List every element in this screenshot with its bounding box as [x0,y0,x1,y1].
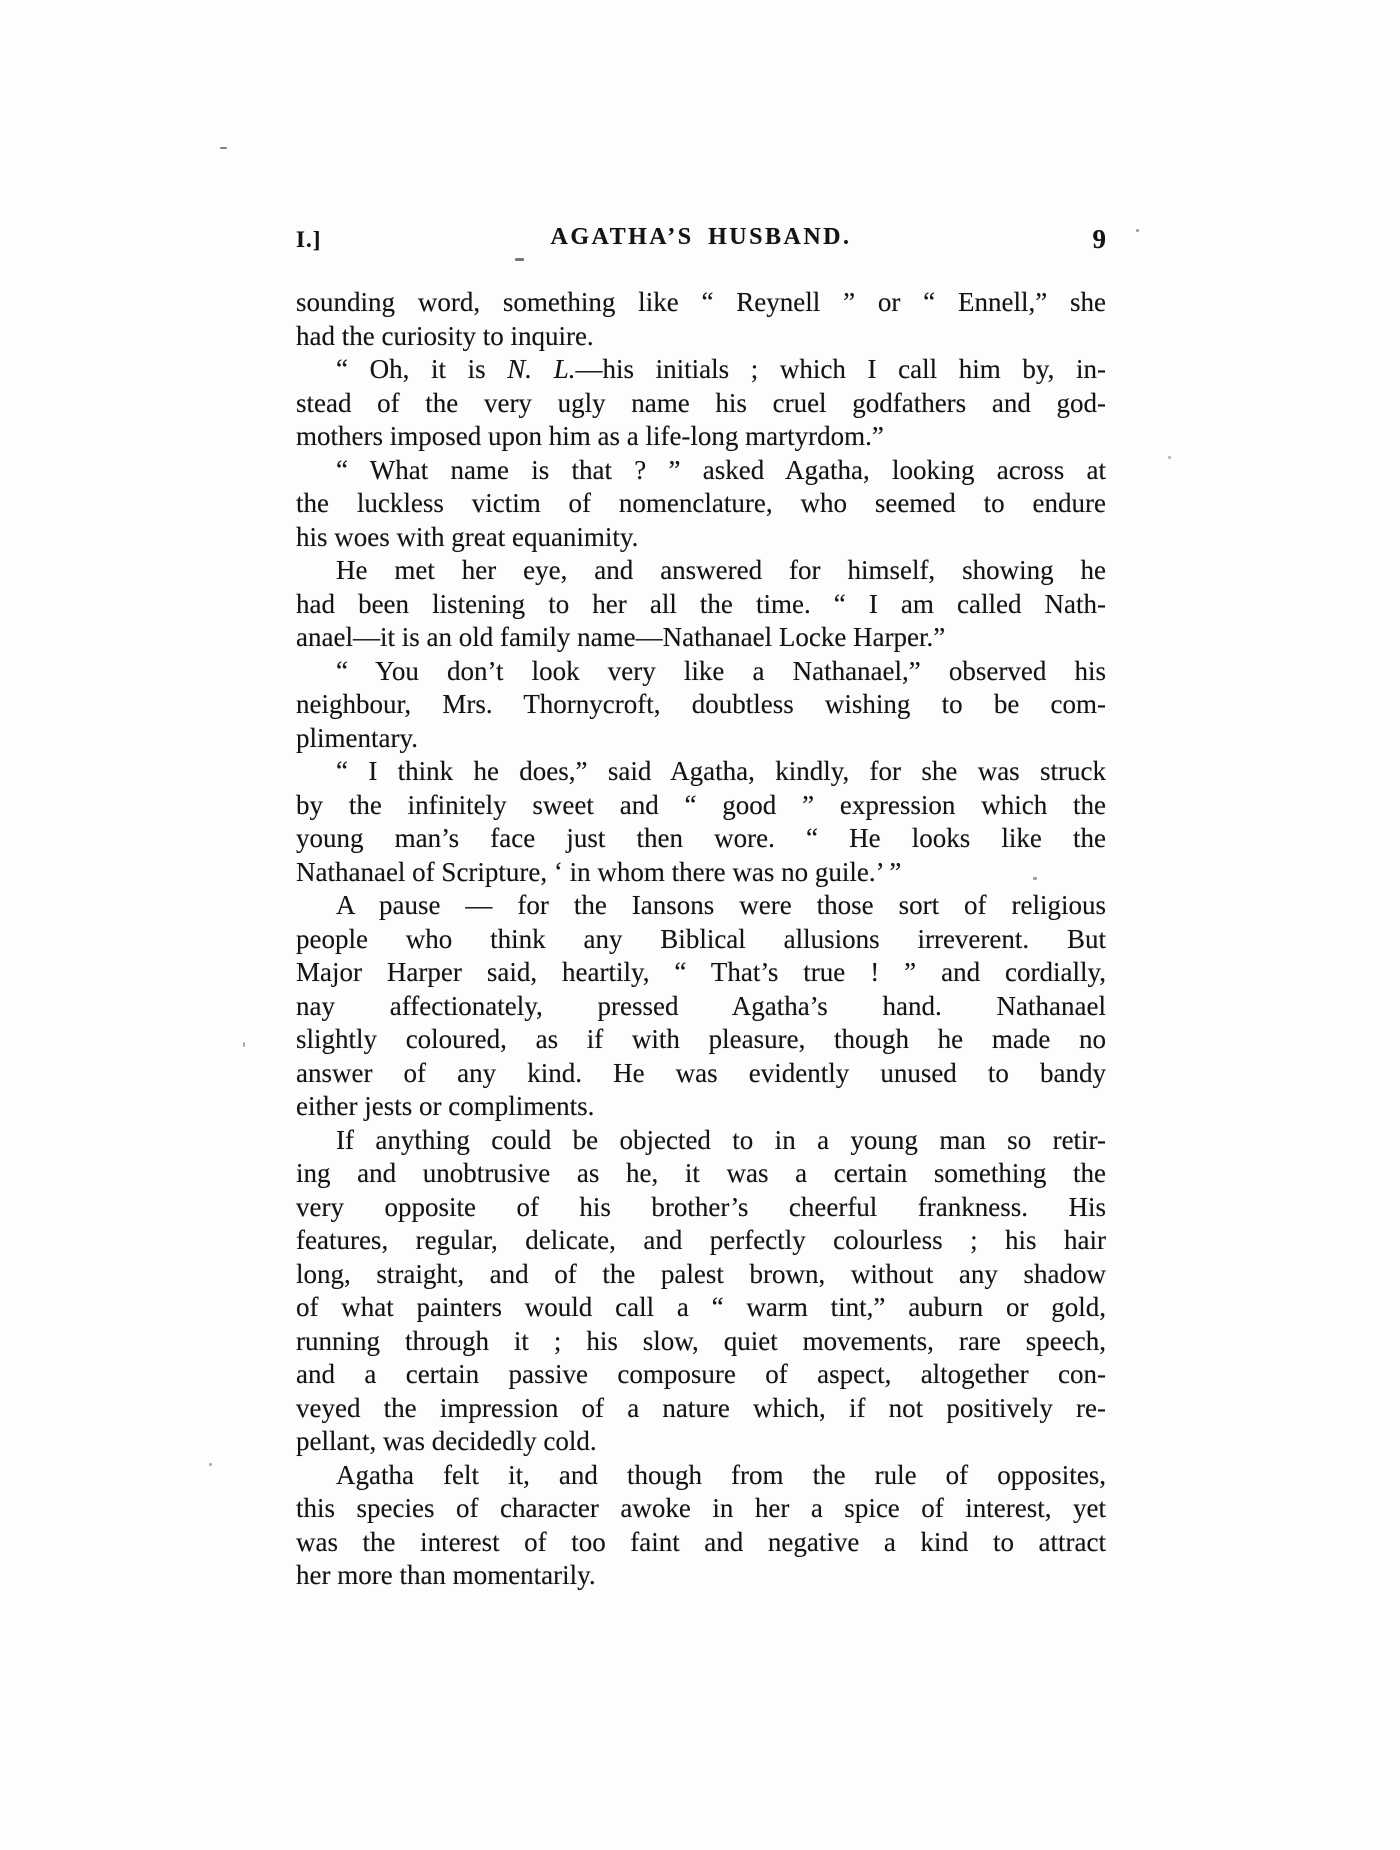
text-line [296,1224,1106,1258]
text-segment: his woes with great equanimity. [296,521,639,552]
text-segment: was the interest of too faint and negative a kind to attract [296,1526,1106,1557]
italic-text: N. L. [507,354,576,384]
text-segment: plimentary. [296,722,418,753]
text-line [296,1157,1106,1191]
scan-artifact [1136,229,1139,232]
text-segment: people who think any Biblical allusions irreverent. But [296,923,1106,954]
text-segment: He met her eye, and answered for himself, showing he [336,555,1106,585]
paragraph [296,755,1106,889]
paragraph [296,286,1106,353]
text-segment: mothers imposed upon him as a life-long martyrdom.” [296,421,884,451]
text-line [296,320,1106,354]
text-line [296,1392,1106,1426]
text-line [296,688,1106,722]
paragraph [296,1124,1106,1459]
text-segment: “ I think he does,” said Agatha, kindly, for she was struck [336,756,1106,786]
text-segment: “ What name is that ? ” asked Agatha, looking across at [336,454,1106,485]
text-segment: —his initials ; which I call him by, in- [575,354,1107,384]
text-segment: long, straight, and of the palest brown, without any shadow [296,1258,1106,1289]
text-line [296,487,1106,521]
text-line [296,1526,1106,1560]
text-segment: “ Oh, it is [336,354,508,384]
text-line [296,1191,1106,1225]
paragraph [296,1459,1106,1593]
text-line [296,420,1106,454]
chapter-marker: I.] [296,227,322,252]
text-line [296,1291,1106,1325]
text-segment: stead of the very ugly name his cruel godfathers and god- [296,387,1106,418]
text-line [296,856,1106,890]
text-segment: of what painters would call a “ warm tint,” auburn or gold, [296,1292,1106,1322]
text-line [296,621,1106,655]
text-line [296,655,1106,689]
running-title: AGATHA’S HUSBAND. [550,224,852,250]
text-line [296,521,1106,555]
text-segment: features, regular, delicate, and perfectly colourless ; his hair [296,1225,1106,1255]
page-number: 9 [1092,224,1106,254]
paragraph [296,454,1106,555]
text-segment: had been listening to her all the time. “ I am called Nath- [296,588,1106,619]
text-line [296,923,1106,957]
text-segment: Agatha felt it, and though from the rule of opposites, [336,1459,1106,1490]
text-line [296,554,1106,588]
scan-artifact [243,1042,245,1047]
text-segment: either jests or compliments. [296,1091,595,1121]
text-line [296,722,1106,756]
text-segment: Major Harper said, heartily, “ That’s true ! ” and cordially, [296,957,1106,987]
text-line [296,1492,1106,1526]
scan-artifact [1168,456,1171,459]
text-line [296,755,1106,789]
text-line [296,956,1106,990]
text-segment: and a certain passive composure of aspect, altogether con- [296,1359,1106,1389]
text-segment: If anything could be objected to in a young man so retir- [336,1124,1106,1155]
text-segment: by the infinitely sweet and “ good ” expression which the [296,789,1106,820]
text-line [296,1358,1106,1392]
text-segment: veyed the impression of a nature which, if not positively re- [296,1392,1106,1423]
text-line [296,1559,1106,1593]
text-line [296,286,1106,320]
text-segment: had the curiosity to inquire. [296,320,594,351]
text-line [296,1057,1106,1091]
text-segment: the luckless victim of nomenclature, who seemed to endure [296,488,1106,518]
text-segment: sounding word, something like “ Reynell ” or “ Ennell,” she [296,287,1106,317]
text-segment: answer of any kind. He was evidently unused to bandy [296,1057,1106,1088]
text-line [296,1325,1106,1359]
text-line [296,387,1106,421]
text-segment: her more than momentarily. [296,1560,596,1590]
paragraph [296,353,1106,454]
text-line [296,889,1106,923]
text-segment: this species of character awoke in her a spice of interest, yet [296,1493,1106,1523]
text-line [296,1124,1106,1158]
paragraph [296,889,1106,1124]
text-line [296,789,1106,823]
text-line [296,454,1106,488]
text-line [296,1090,1106,1124]
text-line [296,1023,1106,1057]
text-segment: “ You don’t look very like a Nathanael,” observed his [336,655,1106,686]
text-segment: young man’s face just then wore. “ He looks like the [296,823,1106,853]
text-segment: pellant, was decidedly cold. [296,1426,597,1456]
running-header [296,224,1106,258]
text-segment: running through it ; his slow, quiet movements, rare speech, [296,1325,1106,1356]
text-line [296,1258,1106,1292]
text-segment: nay affectionately, pressed Agatha’s hand. Nathanael [296,990,1106,1021]
text-line [296,588,1106,622]
text-segment: Nathanael of Scripture, ‘ in whom there was no guile.’ ” [296,856,902,887]
text-segment: ing and unobtrusive as he, it was a certain something the [296,1158,1106,1188]
text-line [296,990,1106,1024]
scan-artifact [220,147,227,149]
scan-artifact [1033,877,1037,880]
text-segment: anael—it is an old family name—Nathanael Locke Harper.” [296,622,946,652]
page-body [296,286,1106,1593]
scan-artifact [515,258,524,261]
text-segment: very opposite of his brother’s cheerful frankness. His [296,1191,1106,1222]
text-segment: neighbour, Mrs. Thornycroft, doubtless wishing to be com- [296,689,1106,719]
scan-artifact [209,1463,212,1466]
text-line [296,822,1106,856]
paragraph [296,554,1106,655]
text-line [296,1425,1106,1459]
text-segment: slightly coloured, as if with pleasure, though he made no [296,1024,1106,1054]
paragraph [296,655,1106,756]
text-segment: A pause — for the Iansons were those sort of religious [336,890,1106,920]
text-line [296,1459,1106,1493]
text-line [296,353,1106,387]
